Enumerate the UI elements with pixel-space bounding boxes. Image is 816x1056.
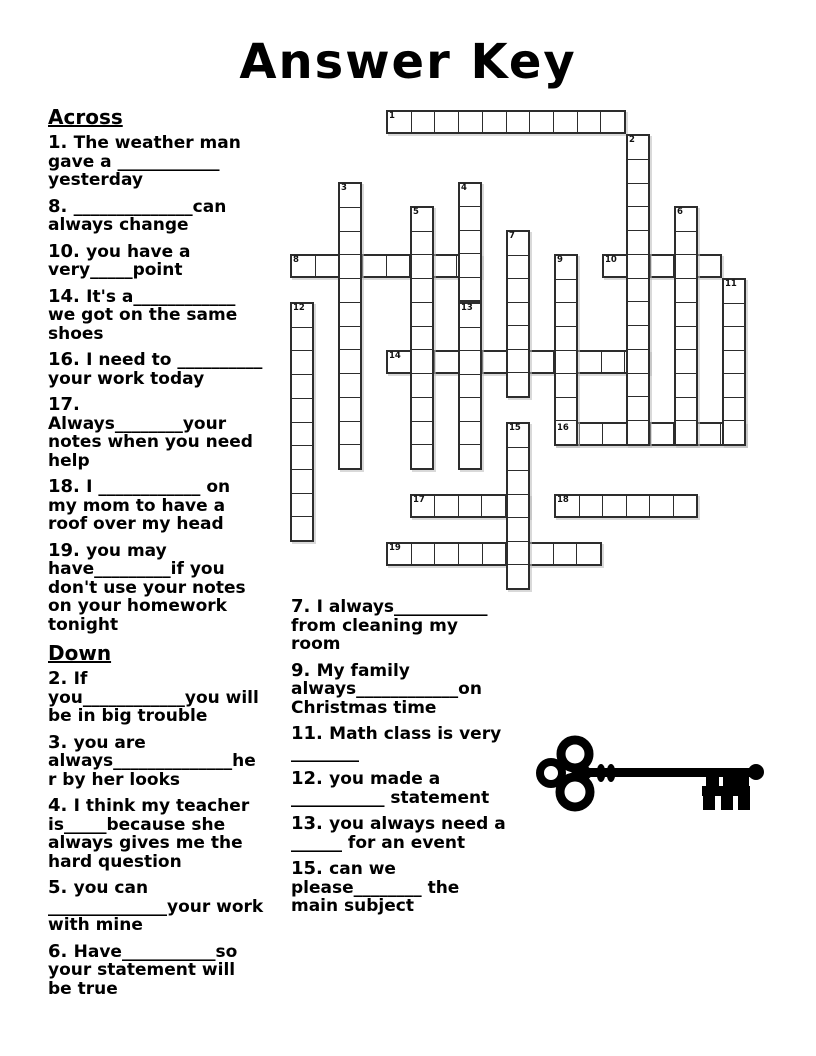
grid-cell xyxy=(482,352,506,372)
grid-cell xyxy=(340,421,360,445)
clue-12 xyxy=(291,770,509,807)
grid-number-7: 7 xyxy=(509,231,515,241)
grid-cell xyxy=(676,254,696,278)
grid-cell xyxy=(676,231,696,255)
clue-number: 7. xyxy=(291,596,317,617)
grid-cell xyxy=(724,373,744,397)
grid-cell xyxy=(412,421,432,445)
grid-cell xyxy=(460,374,480,398)
grid-cell xyxy=(604,256,626,276)
grid-cell xyxy=(292,327,312,351)
grid-cell xyxy=(628,373,648,397)
grid-cell xyxy=(628,420,648,444)
grid-cell xyxy=(434,496,457,516)
grid-cell xyxy=(673,496,697,516)
clue-number: 15. xyxy=(291,858,330,879)
grid-number-1: 1 xyxy=(389,111,395,121)
clue-15 xyxy=(291,860,509,916)
clue-text: Have___________so your statement will be true xyxy=(48,941,238,999)
grid-cell xyxy=(482,544,506,564)
grid-cell xyxy=(676,302,696,326)
clue-text: I ____________ on my mom to have a roof over my head xyxy=(48,477,231,534)
crossword-grid xyxy=(290,110,770,590)
grid-cell xyxy=(697,424,721,444)
word-3-down xyxy=(338,182,362,470)
grid-cell xyxy=(412,397,432,421)
clue-17 xyxy=(48,396,264,470)
clue-text: Always________your notes when you need help xyxy=(48,413,253,471)
grid-cell xyxy=(292,398,312,422)
clue-text: My family always____________on Christmas time xyxy=(291,660,482,718)
grid-cell xyxy=(676,373,696,397)
grid-cell xyxy=(579,424,603,444)
clue-text: you always need a ______ for an event xyxy=(291,814,506,853)
grid-number-17: 17 xyxy=(413,495,425,505)
grid-cell xyxy=(628,301,648,325)
down-clues-list-middle xyxy=(291,598,509,924)
grid-cell xyxy=(628,396,648,420)
grid-cell xyxy=(676,326,696,350)
grid-cell xyxy=(600,112,624,132)
grid-cell xyxy=(292,516,312,540)
grid-cell xyxy=(292,445,312,469)
skeleton-key-icon xyxy=(535,735,767,815)
clue-number: 10. xyxy=(48,240,87,262)
grid-cell xyxy=(556,496,579,516)
clue-11 xyxy=(291,725,509,762)
grid-cell xyxy=(577,352,601,372)
grid-number-5: 5 xyxy=(413,207,419,217)
grid-cell xyxy=(529,112,553,132)
grid-cell xyxy=(292,422,312,446)
grid-cell xyxy=(649,496,673,516)
grid-cell xyxy=(460,184,480,206)
grid-cell xyxy=(556,326,576,350)
word-10-across xyxy=(602,254,722,278)
grid-cell xyxy=(412,231,432,255)
grid-number-10: 10 xyxy=(605,255,617,265)
grid-number-4: 4 xyxy=(461,183,467,193)
grid-cell xyxy=(460,304,480,327)
grid-number-8: 8 xyxy=(293,255,299,265)
grid-cell xyxy=(553,112,577,132)
grid-cell xyxy=(460,444,480,468)
clue-number: 13. xyxy=(291,813,330,834)
grid-cell xyxy=(724,303,744,327)
grid-cell xyxy=(556,256,576,279)
clue-text: ______________can always change xyxy=(48,196,227,235)
grid-cell xyxy=(577,112,601,132)
word-1-across xyxy=(386,110,626,134)
clue-13 xyxy=(291,815,509,852)
grid-cell xyxy=(388,352,411,372)
clue-number: 14. xyxy=(48,285,87,307)
word-9-down xyxy=(554,254,578,446)
grid-cell xyxy=(460,230,480,253)
grid-cell xyxy=(628,159,648,183)
grid-cell xyxy=(362,256,386,276)
grid-cell xyxy=(292,374,312,398)
clue-7 xyxy=(291,598,509,654)
word-13-down xyxy=(458,302,482,470)
grid-cell xyxy=(411,544,435,564)
grid-cell xyxy=(340,231,360,255)
clue-2 xyxy=(48,670,264,726)
grid-cell xyxy=(458,496,481,516)
grid-cell xyxy=(340,373,360,397)
grid-cell xyxy=(602,496,626,516)
clue-6 xyxy=(48,940,264,999)
across-heading: Across xyxy=(48,105,123,129)
grid-cell xyxy=(460,397,480,421)
grid-cell xyxy=(650,424,674,444)
grid-number-14: 14 xyxy=(389,351,401,361)
grid-cell xyxy=(412,349,432,373)
clue-number: 16. xyxy=(48,349,87,370)
grid-cell xyxy=(602,424,626,444)
grid-number-16: 16 xyxy=(557,423,569,433)
grid-cell xyxy=(386,256,410,276)
clue-text: It's a____________ we got on the same shoes xyxy=(48,286,238,344)
grid-cell xyxy=(411,112,435,132)
word-12-down xyxy=(290,302,314,542)
clue-number: 9. xyxy=(291,659,317,681)
grid-cell xyxy=(508,372,528,396)
word-19-across xyxy=(386,542,602,566)
clue-number: 6. xyxy=(48,940,74,962)
grid-cell xyxy=(460,350,480,374)
grid-cell xyxy=(724,280,744,303)
grid-cell xyxy=(628,230,648,254)
grid-cell xyxy=(724,397,744,421)
clue-text: you can ______________your work with mine xyxy=(48,878,264,935)
grid-cell xyxy=(458,544,482,564)
grid-cell xyxy=(340,207,360,231)
clue-number: 5. xyxy=(48,877,74,898)
grid-cell xyxy=(315,256,339,276)
grid-cell xyxy=(579,496,603,516)
grid-cell xyxy=(412,444,432,468)
grid-cell xyxy=(556,373,576,397)
grid-number-11: 11 xyxy=(725,279,737,289)
grid-cell xyxy=(433,256,457,276)
grid-cell xyxy=(529,352,553,372)
grid-cell xyxy=(628,206,648,230)
grid-cell xyxy=(460,421,480,445)
grid-cell xyxy=(553,544,577,564)
grid-cell xyxy=(556,279,576,303)
clue-number: 8. xyxy=(48,195,74,217)
grid-number-12: 12 xyxy=(293,303,305,313)
grid-cell xyxy=(340,444,360,468)
clue-text: The weather man gave a ____________ yesterday xyxy=(48,133,241,190)
word-2-down xyxy=(626,134,650,446)
grid-cell xyxy=(434,544,458,564)
grid-cell xyxy=(460,327,480,351)
grid-cell xyxy=(628,349,648,373)
grid-number-15: 15 xyxy=(509,423,521,433)
clue-number: 17. xyxy=(48,394,80,415)
grid-cell xyxy=(388,112,411,132)
across-clues-list xyxy=(48,134,264,634)
grid-cell xyxy=(556,420,576,444)
grid-cell xyxy=(412,254,432,278)
grid-cell xyxy=(556,350,576,374)
clue-3 xyxy=(48,731,264,790)
clue-5 xyxy=(48,879,264,935)
clue-9 xyxy=(291,659,509,718)
grid-cell xyxy=(412,326,432,350)
grid-cell xyxy=(676,349,696,373)
grid-cell xyxy=(340,302,360,326)
grid-cell xyxy=(434,112,458,132)
clue-text: I need to __________ your work today xyxy=(48,350,263,389)
grid-cell xyxy=(576,544,600,564)
grid-cell xyxy=(508,255,528,279)
grid-cell xyxy=(724,350,744,374)
grid-cell xyxy=(508,325,528,349)
grid-cell xyxy=(628,183,648,207)
clue-text: I always___________ from cleaning my room xyxy=(291,597,488,654)
grid-cell xyxy=(292,493,312,517)
grid-cell xyxy=(388,544,411,564)
grid-cell xyxy=(460,206,480,229)
grid-cell xyxy=(724,326,744,350)
grid-cell xyxy=(458,112,482,132)
grid-cell xyxy=(676,397,696,421)
grid-cell xyxy=(628,136,648,159)
clue-number: 1. xyxy=(48,132,74,153)
clue-4 xyxy=(48,797,264,871)
grid-number-9: 9 xyxy=(557,255,563,265)
clue-text: I think my teacher is_____because she always gives me the hard question xyxy=(48,796,250,872)
grid-cell xyxy=(626,496,650,516)
clue-8 xyxy=(48,195,264,235)
word-15-down xyxy=(506,422,530,590)
grid-cell xyxy=(628,325,648,349)
grid-cell xyxy=(482,112,506,132)
grid-cell xyxy=(508,494,528,518)
grid-cell xyxy=(292,256,315,276)
grid-number-18: 18 xyxy=(557,495,569,505)
grid-cell xyxy=(508,349,528,373)
word-4-down xyxy=(458,182,482,302)
clue-number: 11. xyxy=(291,723,330,744)
word-18-across xyxy=(554,494,698,518)
grid-number-6: 6 xyxy=(677,207,683,217)
down-clues-list-left xyxy=(48,670,264,998)
clue-number: 3. xyxy=(48,731,74,753)
grid-cell xyxy=(412,278,432,302)
grid-cell xyxy=(508,447,528,471)
clue-18 xyxy=(48,478,264,534)
clues-left-column xyxy=(48,106,264,1006)
word-11-down xyxy=(722,278,746,446)
grid-cell xyxy=(508,232,528,255)
grid-cell xyxy=(529,544,553,564)
grid-cell xyxy=(481,496,504,516)
grid-cell xyxy=(412,302,432,326)
grid-cell xyxy=(508,541,528,565)
grid-number-2: 2 xyxy=(629,135,635,145)
clue-number: 19. xyxy=(48,539,87,561)
down-heading: Down xyxy=(48,641,112,665)
grid-cell xyxy=(506,112,530,132)
grid-cell xyxy=(676,278,696,302)
clue-text: you may have_________if you don't use your notes on your homework tonight xyxy=(48,540,246,635)
grid-cell xyxy=(508,564,528,588)
clue-text: Math class is very ________ xyxy=(291,724,502,763)
grid-cell xyxy=(650,256,673,276)
grid-cell xyxy=(412,496,434,516)
clue-16 xyxy=(48,351,264,388)
grid-cell xyxy=(628,254,648,278)
grid-cell xyxy=(508,302,528,326)
clue-text: you have a very_____point xyxy=(48,241,191,280)
grid-cell xyxy=(556,302,576,326)
grid-cell xyxy=(601,352,625,372)
grid-cell xyxy=(460,253,480,276)
clue-number: 2. xyxy=(48,668,74,689)
grid-cell xyxy=(292,350,312,374)
grid-cell xyxy=(340,349,360,373)
grid-number-13: 13 xyxy=(461,303,473,313)
grid-cell xyxy=(628,278,648,302)
grid-cell xyxy=(508,424,528,447)
grid-cell xyxy=(724,420,744,444)
clue-number: 18. xyxy=(48,476,87,497)
word-5-down xyxy=(410,206,434,470)
grid-cell xyxy=(412,208,432,231)
grid-cell xyxy=(556,397,576,421)
word-8-across xyxy=(290,254,482,278)
grid-cell xyxy=(292,469,312,493)
grid-cell xyxy=(340,326,360,350)
grid-cell xyxy=(460,277,480,300)
page-title: Answer Key xyxy=(239,34,577,90)
clue-number: 4. xyxy=(48,795,74,816)
grid-cell xyxy=(676,208,696,231)
grid-number-19: 19 xyxy=(389,543,401,553)
grid-cell xyxy=(676,420,696,444)
clue-text: can we please________ the main subject xyxy=(291,859,460,916)
word-7-down xyxy=(506,230,530,398)
clue-1 xyxy=(48,134,264,190)
clue-number: 12. xyxy=(291,768,330,789)
grid-cell xyxy=(340,254,360,278)
clue-19 xyxy=(48,539,264,635)
grid-cell xyxy=(697,256,720,276)
word-16-across xyxy=(554,422,746,446)
grid-cell xyxy=(508,470,528,494)
grid-cell xyxy=(340,184,360,207)
grid-cell xyxy=(340,397,360,421)
clue-text: you are always______________her by her looks xyxy=(48,732,256,790)
clue-14 xyxy=(48,285,264,344)
word-6-down xyxy=(674,206,698,446)
clue-text: you made a ___________ statement xyxy=(291,769,490,808)
grid-cell xyxy=(292,304,312,327)
grid-cell xyxy=(508,278,528,302)
grid-cell xyxy=(508,517,528,541)
grid-cell xyxy=(412,373,432,397)
grid-cell xyxy=(340,278,360,302)
clue-10 xyxy=(48,240,264,280)
grid-cell xyxy=(434,352,458,372)
clue-text: If you____________you will be in big trouble xyxy=(48,669,259,726)
grid-number-3: 3 xyxy=(341,183,347,193)
